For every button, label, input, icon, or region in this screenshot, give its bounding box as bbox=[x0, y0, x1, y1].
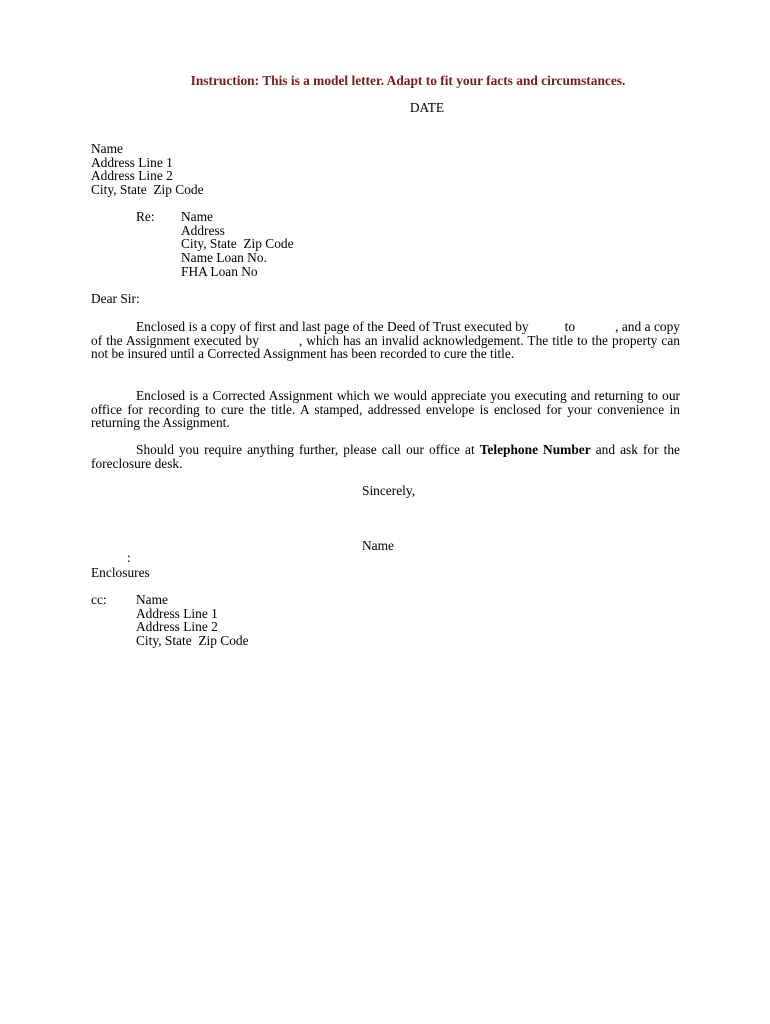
signer-name: Name bbox=[362, 538, 394, 553]
letter-date: DATE bbox=[409, 100, 445, 115]
re-name: Name bbox=[181, 209, 213, 224]
re-details bbox=[181, 210, 294, 279]
recipient-name: Name bbox=[91, 141, 123, 156]
recipient-address-line-1: Address Line 1 bbox=[91, 154, 173, 170]
cc-label: cc: bbox=[91, 592, 107, 607]
cc-city-state-zip: City, State Zip Code bbox=[136, 633, 249, 649]
cc-address-line-1: Address Line 1 bbox=[136, 605, 218, 621]
instruction-note: Instruction: This is a model letter. Adapt to fit your facts and circumstances. bbox=[190, 73, 626, 88]
closing: Sincerely, bbox=[362, 483, 416, 498]
paragraph-3-part-1: Should you require anything further, please call our office at bbox=[136, 442, 475, 457]
paragraph-deed-of-trust bbox=[91, 320, 680, 361]
paragraph-2-text: Enclosed is a Corrected Assignment which we would appreciate you executing and returning to our office for recording to cure the title. A stamped, addressed envelope is enclosed for your convenience in returning the Assignment. bbox=[91, 388, 680, 431]
enclosures-note: Enclosures bbox=[91, 565, 150, 580]
paragraph-1-to: to bbox=[564, 319, 576, 334]
cc-address bbox=[136, 593, 249, 648]
telephone-number: Telephone Number bbox=[479, 442, 591, 457]
re-city-state-zip: City, State Zip Code bbox=[181, 236, 294, 252]
re-label: Re: bbox=[136, 209, 155, 224]
re-fha-loan-number: FHA Loan No bbox=[181, 263, 258, 279]
salutation: Dear Sir: bbox=[91, 291, 140, 306]
paragraph-1-comma: , bbox=[615, 319, 619, 334]
recipient-city-state-zip: City, State Zip Code bbox=[91, 182, 204, 198]
cc-name: Name bbox=[136, 592, 168, 607]
paragraph-corrected-assignment bbox=[91, 389, 680, 430]
re-address: Address bbox=[181, 222, 225, 238]
paragraph-1-part-2: and a copy of the Assignment executed by bbox=[91, 319, 680, 348]
cc-address-line-2: Address Line 2 bbox=[136, 619, 218, 635]
re-name-loan-number: Name Loan No. bbox=[181, 250, 267, 266]
typist-initials-colon: : bbox=[127, 550, 131, 565]
recipient-address-line-2: Address Line 2 bbox=[91, 168, 173, 184]
paragraph-3-part-2: and ask for the foreclosure desk. bbox=[91, 442, 680, 471]
recipient-address bbox=[91, 142, 204, 197]
paragraph-1-part-1: Enclosed is a copy of first and last page of the Deed of Trust executed by bbox=[136, 319, 529, 334]
paragraph-contact bbox=[91, 443, 680, 470]
paragraph-1-part-3: , which has an invalid acknowledgement. The title to the property can not be insured until a Corrected Assignment has been recorded to cure the title. bbox=[91, 332, 680, 362]
